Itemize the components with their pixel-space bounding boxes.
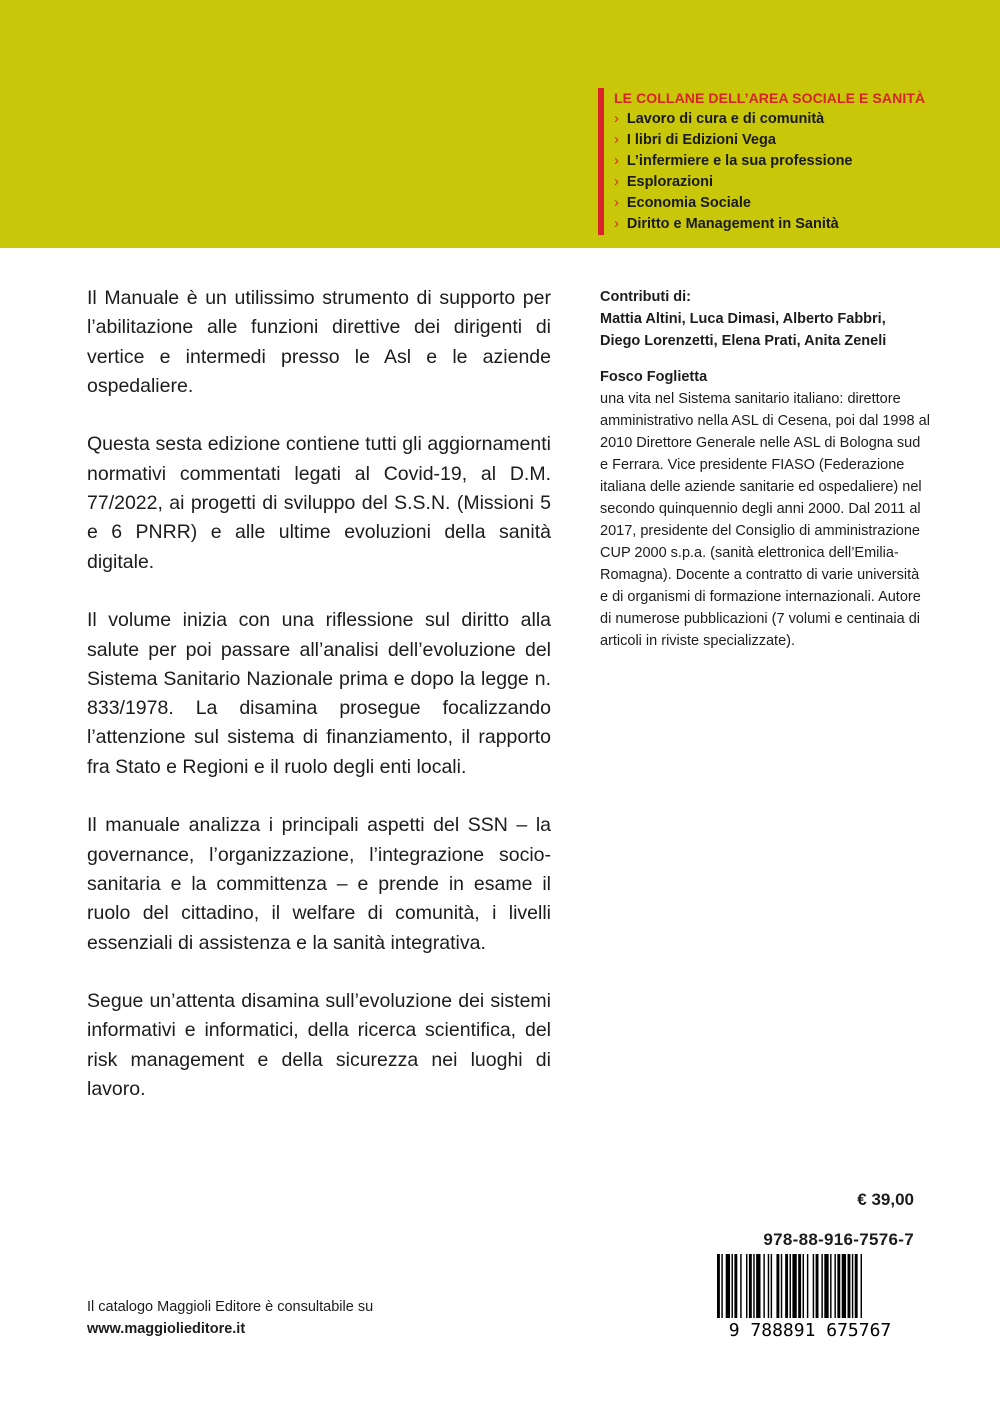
barcode-bar <box>848 1254 851 1318</box>
barcode <box>705 1254 915 1338</box>
catalog-url[interactable]: www.maggiolieditore.it <box>87 1321 246 1337</box>
collane-item <box>614 151 974 172</box>
description-paragraph: Segue un’attenta disamina sull’evoluzione dei sistemi informativi e informatici, della ricerca scientifica, del risk management e della sicurezza nei luoghi di lavoro. <box>87 990 551 1101</box>
contributors-list: Mattia Altini, Luca Dimasi, Alberto Fabbri, Diego Lorenzetti, Elena Prati, Anita Zeneli <box>600 311 887 349</box>
barcode-bar <box>798 1254 801 1318</box>
barcode-bar <box>821 1254 822 1318</box>
description-paragraph: Il Manuale è un utilissimo strumento di supporto per l’abilitazione alle funzioni direttive dei dirigenti di vertice e intermedi presso le Asl e le aziende ospedaliere. <box>87 287 551 397</box>
barcode-bar <box>771 1254 772 1318</box>
collane-item <box>614 193 974 214</box>
chevron-right-icon: › <box>614 174 619 190</box>
author-sidebar <box>600 286 930 652</box>
description-paragraph: Questa sesta edizione contiene tutti gli aggiornamenti normativi commentati legati al Covid-19, al D.M. 77/2022, ai progetti di sviluppo del S.S.N. (Missioni 5 e 6 PNRR) e alle ultime evoluzioni della sanità digitale. <box>87 433 551 573</box>
barcode-bar <box>816 1254 819 1318</box>
barcode-bar <box>824 1254 828 1318</box>
chevron-right-icon: › <box>614 153 619 169</box>
collane-title: LE COLLANE DELL’AREA SOCIALE E SANITÀ <box>614 90 926 106</box>
collane-item <box>614 172 974 193</box>
chevron-right-icon: › <box>614 111 619 127</box>
collane-list <box>598 88 974 235</box>
chevron-right-icon: › <box>614 132 619 148</box>
catalog-note <box>87 1296 373 1340</box>
barcode-bar <box>785 1254 788 1318</box>
barcode-bar <box>732 1254 733 1318</box>
collane-item <box>614 109 974 130</box>
collane-item-label: Esplorazioni <box>626 174 714 190</box>
barcode-bar <box>781 1254 782 1318</box>
barcode-bar <box>753 1254 754 1318</box>
barcode-bar <box>842 1254 846 1318</box>
barcode-digits: 9 788891 675767 <box>728 1320 892 1338</box>
barcode-bar <box>756 1254 760 1318</box>
barcode-bar <box>721 1254 722 1318</box>
collane-item-label: Diritto e Management in Sanità <box>626 216 839 232</box>
barcode-bar <box>837 1254 840 1318</box>
contributi-label: Contributi di: <box>600 289 692 305</box>
chevron-right-icon: › <box>614 216 619 232</box>
collane-item <box>614 214 974 235</box>
description-paragraph: Il manuale analizza i principali aspetti del SSN – la governance, l’organizzazione, l’integrazione socio-sanitaria e la committenza – e prende in esame il ruolo del cittadino, il welfare di comunità, i livelli essenziali di assistenza e la sanità integrativa. <box>87 814 551 954</box>
chevron-right-icon: › <box>614 195 619 211</box>
barcode-bar <box>768 1254 769 1318</box>
barcode-bar <box>726 1254 730 1318</box>
barcode-bar <box>803 1254 804 1318</box>
barcode-bar <box>734 1254 737 1318</box>
barcode-bar <box>834 1254 835 1318</box>
barcode-bar <box>861 1254 862 1318</box>
barcode-bar <box>763 1254 764 1318</box>
collane-item-label: L’infermiere e la sua professione <box>626 153 853 169</box>
barcode-bar <box>717 1254 720 1318</box>
description-paragraph: Il volume inizia con una riflessione sul diritto alla salute per poi passare all’analisi dell’evoluzione del Sistema Sanitario Nazionale prima e dopo la legge n. 833/1978. La disamina prosegue focalizzando l’attenzione sul sistema di finanziamento, il rapporto fra Stato e Regioni e il ruolo degli enti locali. <box>87 609 551 778</box>
barcode-bar <box>790 1254 791 1318</box>
barcode-bar <box>776 1254 779 1318</box>
isbn: 978-88-916-7576-7 <box>763 1230 914 1249</box>
barcode-bar <box>746 1254 747 1318</box>
collane-item-label: Economia Sociale <box>626 195 751 211</box>
author-bio: una vita nel Sistema sanitario italiano: direttore amministrativo nella ASL di Cesena, poi dal 1998 al 2010 Direttore Generale nelle ASL di Bologna sud e Ferrara. Vice presidente FIASO (Federazione italiana delle aziende sanitarie ed ospedaliere) nel secondo quinquennio degli anni 2000. Dal 2011 al 2017, presidente del Consiglio di amministrazione CUP 2000 s.p.a. (sanità elettronica dell’Emilia-Romagna). Docente a contratto di varie università e di organismi di formazione internazionali. Autore di numerose pubblicazioni (7 volumi e centinaia di articoli in riviste specializzate). <box>600 391 930 649</box>
collane-item-label: Lavoro di cura e di comunità <box>626 111 825 127</box>
barcode-bar <box>792 1254 796 1318</box>
barcode-bar <box>807 1254 808 1318</box>
barcode-bar <box>749 1254 752 1318</box>
collane-item-label: I libri di Edizioni Vega <box>626 132 776 148</box>
barcode-bar <box>852 1254 853 1318</box>
barcode-bar <box>830 1254 831 1318</box>
barcode-bar <box>855 1254 858 1318</box>
description-text <box>87 284 551 1134</box>
barcode-bar <box>740 1254 741 1318</box>
collane-item <box>614 130 974 151</box>
author-name: Fosco Foglietta <box>600 369 708 385</box>
catalog-text: Il catalogo Maggioli Editore è consultabile su <box>87 1299 374 1315</box>
price: € 39,00 <box>857 1190 914 1209</box>
barcode-bar <box>813 1254 814 1318</box>
